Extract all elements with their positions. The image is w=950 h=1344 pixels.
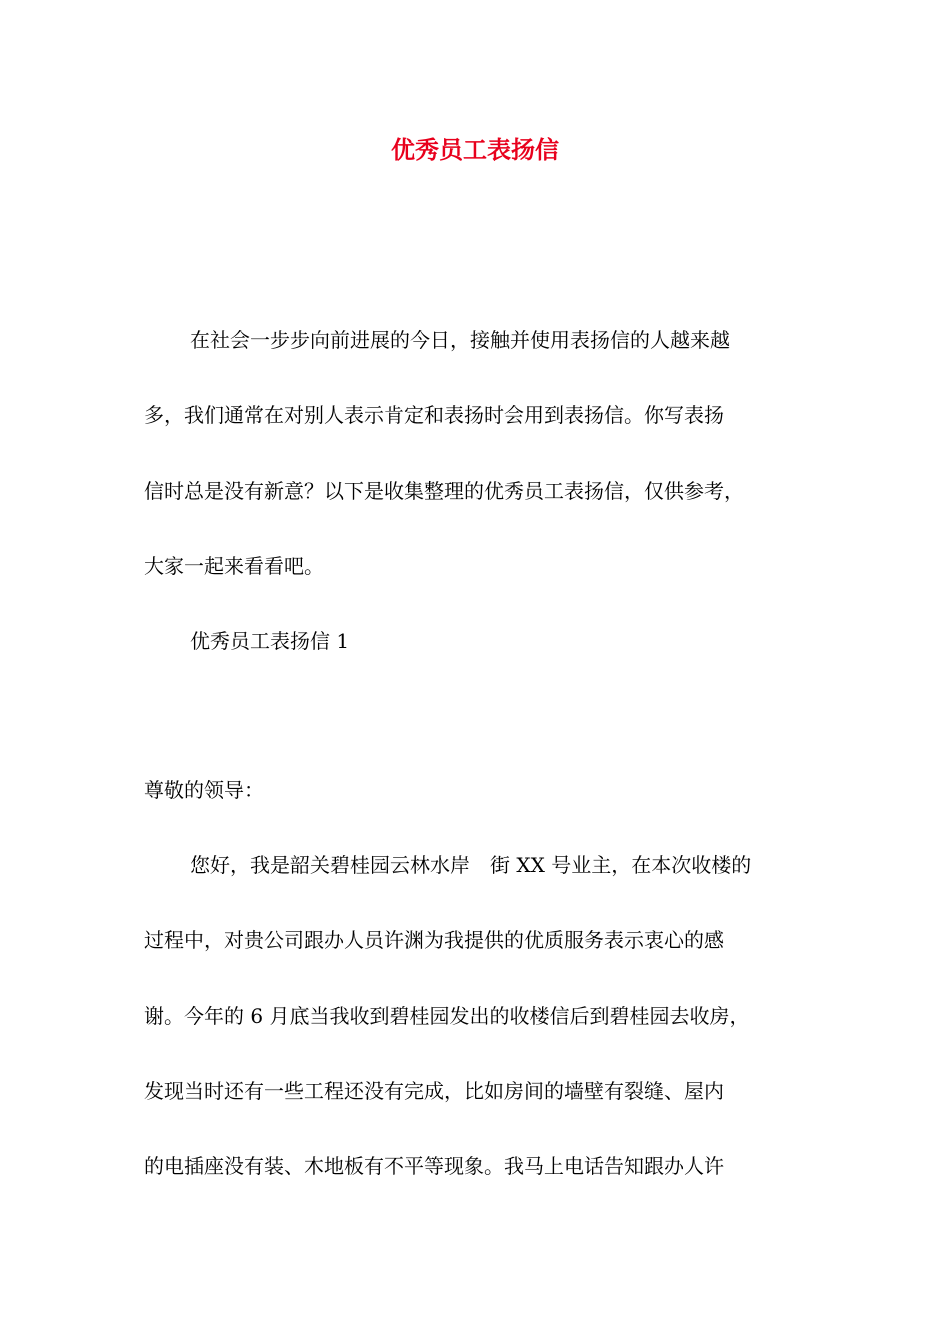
body-line-3: 谢。今年的 6 月底当我收到碧桂园发出的收楼信后到碧桂园去收房，	[144, 1004, 750, 1028]
document-title: 优秀员工表扬信	[391, 136, 559, 164]
section-heading: 优秀员工表扬信 1	[190, 629, 350, 653]
intro-line-2: 多，我们通常在对别人表示肯定和表扬时会用到表扬信。你写表扬	[144, 403, 724, 427]
body-line-1: 您好，我是韶关碧桂园云林水岸 街 XX 号业主，在本次收楼的	[190, 853, 752, 877]
body-line-4: 发现当时还有一些工程还没有完成，比如房间的墙壁有裂缝、屋内	[144, 1079, 724, 1103]
salutation: 尊敬的领导：	[144, 778, 264, 802]
intro-line-3: 信时总是没有新意？以下是收集整理的优秀员工表扬信，仅供参考，	[144, 479, 744, 503]
body-line-2: 过程中，对贵公司跟办人员许渊为我提供的优质服务表示衷心的感	[144, 928, 724, 952]
body-line-5: 的电插座没有装、木地板有不平等现象。我马上电话告知跟办人许	[144, 1154, 724, 1178]
intro-line-1: 在社会一步步向前进展的今日，接触并使用表扬信的人越来越	[190, 328, 730, 352]
intro-line-4: 大家一起来看看吧。	[144, 554, 324, 578]
